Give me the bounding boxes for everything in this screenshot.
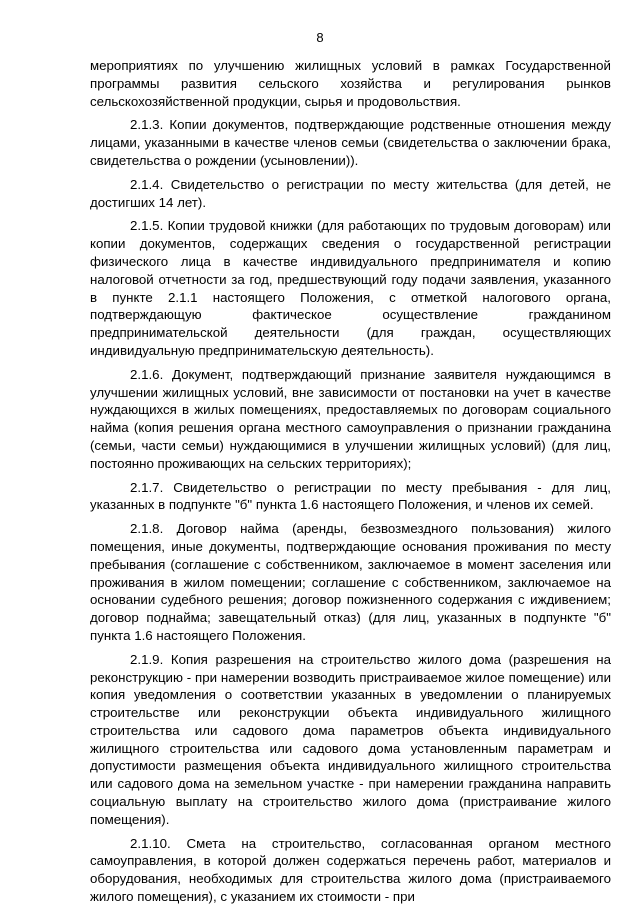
- paragraph-2-1-3: 2.1.3. Копии документов, подтверждающие родственные отношения между лицами, указанными в качестве членов семьи (свидетельства о заключении брака, свидетельства о рождении (усыновлении)).: [90, 117, 611, 168]
- page-number: 8: [316, 30, 324, 45]
- paragraph-2-1-9: 2.1.9. Копия разрешения на строительство жилого дома (разрешения на реконструкцию - при намерении возводить пристраиваемое жилое помещение) или копия уведомления о соответствии указанных в уведомлении о планируемых строительстве или реконструкции объекта индивидуального жилищного строительства или садового дома параметров объекта индивидуального жилищного строительства или садового дома установленным параметрам и допустимости размещения объекта индивидуального жилищного строительства или садового дома на земельном участке - при намерении гражданина направить социальную выплату на строительство жилого дома (пристраивание жилого помещения).: [90, 651, 611, 827]
- paragraph-2-1-8: 2.1.8. Договор найма (аренды, безвозмездного пользования) жилого помещения, иные документы, подтверждающие основания проживания по месту пребывания (соглашение с собственником, заключаемое в момент заселения или проживания в жилом помещении; соглашение с собственником, заключаемое на основании судебного решения; договор пожизненного содержания с иждивением; договор поднайма; завещательный отказ) (для лиц, указанных в подпункте "б" пункта 1.6 настоящего Положения.: [90, 521, 611, 643]
- paragraph-2-1-4: 2.1.4. Свидетельство о регистрации по месту жительства (для детей, не достигших 14 лет).: [90, 176, 611, 210]
- paragraph-2-1-7: 2.1.7. Свидетельство о регистрации по месту пребывания - для лиц, указанных в подпункте "б" пункта 1.6 настоящего Положения, и членов их семей.: [90, 479, 611, 513]
- paragraph-continuation: мероприятиях по улучшению жилищных условий в рамках Государственной программы развития сельского хозяйства и регулирования рынков сельскохозяйственной продукции, сырья и продовольствия.: [90, 58, 611, 109]
- paragraph-2-1-10: 2.1.10. Смета на строительство, согласованная органом местного самоуправления, в которой должен содержаться перечень работ, материалов и оборудования, необходимых для строительства жилого дома (пристраиваемого жилого помещения), с указанием их стоимости - при: [90, 835, 611, 905]
- paragraph-2-1-5: 2.1.5. Копии трудовой книжки (для работающих по трудовым договорам) или копии документов, содержащих сведения о государственной регистрации физического лица в качестве индивидуального предпринимателя и копию налоговой отчетности за год, предшествующий году подачи заявления, указанного в пункте 2.1.1 настоящего Положения, с отметкой налогового органа, подтверждающую фактическое осуществление гражданином предпринимательской деятельности (для граждан, осуществляющих индивидуальную предпринимательскую деятельность).: [90, 218, 611, 358]
- document-body: [90, 57, 611, 912]
- paragraph-2-1-6: 2.1.6. Документ, подтверждающий признание заявителя нуждающимся в улучшении жилищных условий, вне зависимости от постановки на учет в качестве нуждающихся в жилых помещениях, предоставляемых по договорам социального найма (копия решения органа местного самоуправления о признании гражданина (семьи, части семьи) нуждающимися в улучшении жилищных условий) (для лиц, постоянно проживающих на сельских территориях);: [90, 366, 611, 471]
